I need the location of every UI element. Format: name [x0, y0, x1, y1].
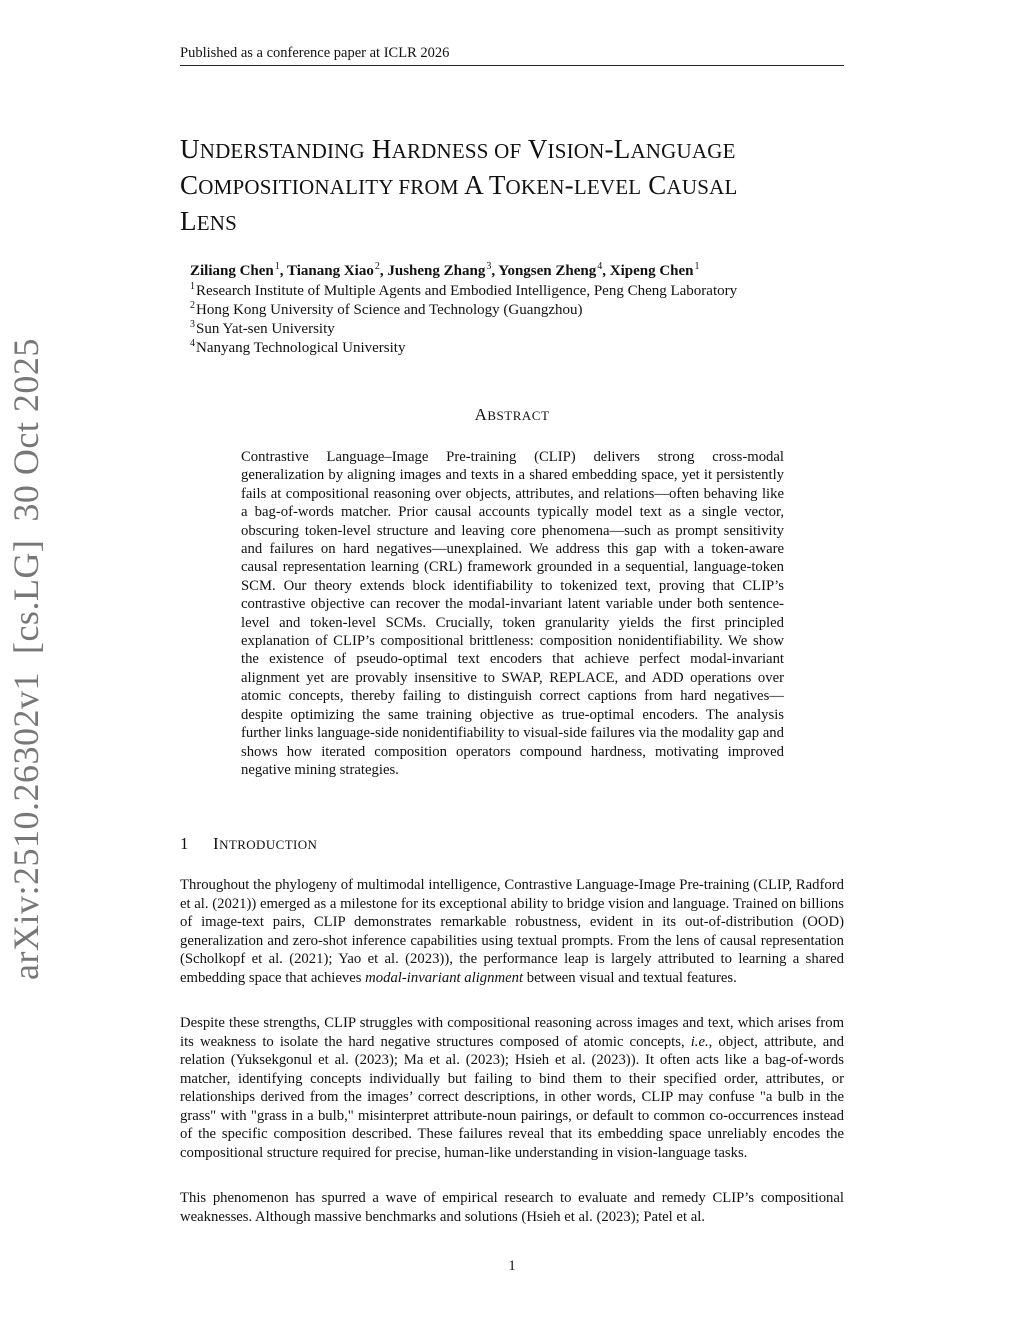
running-header: Published as a conference paper at ICLR 2026	[180, 45, 450, 61]
header-rule	[180, 65, 844, 66]
intro-paragraph-3: This phenomenon has spurred a wave of empirical research to evaluate and remedy CLIP’s compositional weaknesses. Although massive benchmarks and solutions (Hsieh et al. (2023); Patel et al.	[180, 1190, 844, 1225]
affiliation: $^2$Hong Kong University of Science and Technology (Guangzhou)	[190, 300, 583, 318]
intro-paragraph-2: Despite these strengths, CLIP struggles with compositional reasoning across images and text, which arises from its weakness to isolate the hard negative structures composed of atomic concepts, i.e., object, attribute, and relation (Yuksekgonul et al. (2023); Ma et al. (2023); Hsieh et al. (2023)). It often acts like a bag-of-words matcher, identifying concepts individually but failing to bind them to their specified order, attributes, or relationships derived from the images’ correct descriptions, in other words, CLIP may confuse "a bulb in the grass" with "grass in a bulb," misinterpret attribute-noun pairings, or default to common co-occurrences instead of the specific composition described. These failures reveal that its embedding space unreliably encodes the compositional structure required for precise, human-like understanding in vision-language tasks.	[180, 1015, 844, 1161]
abstract-heading: ABSTRACT	[474, 405, 550, 424]
affiliation: $^4$Nanyang Technological University	[190, 338, 406, 356]
author: Xipeng Chen$^1$	[609, 261, 700, 279]
affiliation: $^3$Sun Yat-sen University	[190, 319, 335, 337]
paper-title	[180, 132, 860, 240]
author: Tianang Xiao$^2$,	[287, 261, 388, 279]
arxiv-stamp: arXiv:2510.26302v1[cs.LG]30 Oct 2025	[6, 338, 46, 980]
intro-paragraph-1: Throughout the phylogeny of multimodal intelligence, Contrastive Language-Image Pre-training (CLIP, Radford et al. (2021)) emerged as a milestone for its exceptional ability to bridge vision and language. Trained on billions of image-text pairs, CLIP demonstrates remarkable robustness, evident in its out-of-distribution (OOD) generalization and zero-shot inference capabilities using textual prompts. From the lens of causal representation (Scholkopf et al. (2021); Yao et al. (2023)), the performance leap is largely attributed to learning a shared embedding space that achieves modal-invariant alignment between visual and textual features.	[180, 877, 844, 986]
section-heading-introduction: 1 INTRODUCTION	[180, 834, 318, 853]
author: Yongsen Zheng$^4$,	[498, 261, 610, 279]
title-line-1: UNDERSTANDING HARDNESS OF VISION-LANGUAGE	[180, 134, 736, 164]
title-line-3: LENS	[180, 206, 237, 236]
page-number: 1	[508, 1258, 516, 1274]
affiliation: $^1$Research Institute of Multiple Agents and Embodied Intelligence, Peng Cheng Laboratory	[190, 281, 738, 299]
author: Ziliang Chen$^1$,	[190, 261, 288, 279]
abstract-body: Contrastive Language–Image Pre-training (CLIP) delivers strong cross-modal generalization by aligning images and texts in a shared embedding space, yet it persistently fails at compositional reasoning over objects, attributes, and relations—often behaving like a bag-of-words matcher. Prior causal accounts typically model text as a single vector, obscuring token-level structure and leaving core phenomena—such as prompt sensitivity and failures on hard negatives—unexplained. We address this gap with a token-aware causal representation learning (CRL) framework grounded in a sequential, language-token SCM. Our theory extends block identifiability to tokenized text, proving that CLIP’s contrastive objective can recover the modal-invariant latent variable under both sentence-level and token-level SCMs. Crucially, token granularity yields the first principled explanation of CLIP’s compositional brittleness: composition nonidentifiability. We show the existence of pseudo-optimal text encoders that achieve perfect modal-invariant alignment yet are provably insensitive to SWAP, REPLACE, and ADD operations over atomic concepts, thereby failing to distinguish correct captions from hard negatives—despite optimizing the same training objective as true-optimal encoders. The analysis further links language-side nonidentifiability to visual-side failures via the modality gap and shows how iterated composition operators compound hardness, motivating improved negative mining strategies.	[241, 449, 784, 778]
author-list	[190, 261, 700, 280]
title-line-2: COMPOSITIONALITY FROM A TOKEN-LEVEL CAUSAL	[180, 170, 738, 200]
author: Jusheng Zhang$^3$,	[387, 261, 499, 279]
